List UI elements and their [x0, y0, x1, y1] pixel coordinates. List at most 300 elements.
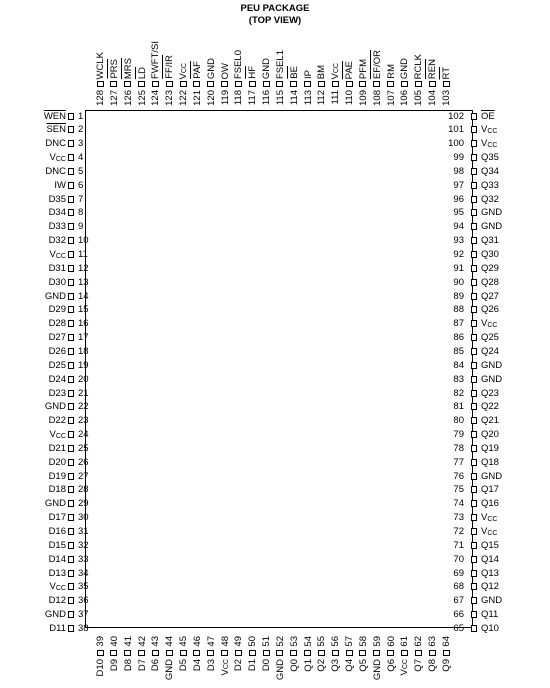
- bottom-pin-name: Q3: [330, 659, 342, 672]
- bottom-pin-number: 54: [302, 636, 314, 647]
- left-pin-number: 10: [78, 235, 89, 247]
- right-pin-lead: [471, 168, 477, 175]
- right-pin-lead: [471, 431, 477, 438]
- bottom-pin-number: 58: [357, 636, 369, 647]
- bottom-pin-name: D2: [233, 659, 245, 672]
- right-pin-lead: [471, 334, 477, 341]
- top-pin-lead: [207, 81, 214, 87]
- left-pin-name: GND: [44, 290, 66, 302]
- right-pin-name: Q16: [481, 498, 499, 510]
- top-pin-name: FF/IR: [164, 55, 176, 79]
- right-pin-name: Q29: [481, 262, 499, 274]
- bottom-pin-number: 61: [399, 636, 411, 647]
- bottom-pin-number: 63: [427, 636, 439, 647]
- top-pin-lead: [124, 81, 131, 87]
- bottom-pin-name: $V_{CC}$: [219, 659, 231, 676]
- left-pin-number: 11: [78, 249, 88, 260]
- right-pin-lead: [471, 473, 477, 480]
- top-pin-number: 127: [108, 90, 120, 106]
- right-pin-number: 86: [453, 332, 464, 344]
- left-pin-number: 1: [78, 110, 84, 122]
- bottom-pin-lead: [276, 650, 283, 656]
- top-pin-lead: [332, 81, 339, 87]
- left-pin-number: 3: [78, 138, 84, 150]
- bottom-pin-lead: [359, 650, 366, 656]
- left-pin-lead: [68, 237, 74, 244]
- top-pin-lead: [387, 81, 394, 87]
- bottom-pin-number: 55: [316, 636, 328, 647]
- left-pin-number: 20: [78, 373, 89, 385]
- right-pin-lead: [471, 445, 477, 452]
- left-pin-number: 19: [78, 359, 89, 371]
- top-pin-number: 114: [288, 90, 300, 106]
- bottom-pin-number: 62: [413, 636, 425, 647]
- left-pin-number: 5: [78, 165, 84, 177]
- left-pin-number: 37: [78, 609, 89, 621]
- left-pin-lead: [68, 306, 74, 313]
- left-pin-name: D34: [48, 207, 66, 219]
- bottom-pin-name: D5: [178, 659, 190, 672]
- top-pin-name: $V_{CC}$: [330, 62, 342, 79]
- right-pin-name: Q22: [481, 401, 499, 413]
- left-pin-name: D24: [48, 373, 66, 385]
- left-pin-lead: [68, 140, 74, 147]
- right-pin-lead: [471, 459, 477, 466]
- right-pin-number: 97: [453, 179, 464, 191]
- bottom-pin-lead: [304, 650, 311, 656]
- left-pin-lead: [68, 362, 74, 369]
- right-pin-number: 87: [453, 318, 464, 330]
- left-pin-name: DNC: [45, 165, 66, 177]
- left-pin-lead: [68, 597, 74, 604]
- package-outline: [85, 110, 473, 628]
- left-pin-number: 31: [78, 526, 89, 537]
- top-pin-lead: [443, 81, 450, 87]
- right-pin-number: 66: [453, 609, 464, 621]
- right-pin-name: Q32: [481, 193, 499, 205]
- top-pin-name: PFM: [357, 58, 369, 79]
- left-pin-name: D30: [48, 276, 66, 288]
- left-pin-lead: [68, 611, 74, 618]
- right-pin-lead: [471, 196, 477, 203]
- bottom-pin-lead: [97, 650, 104, 656]
- bottom-pin-name: D4: [191, 659, 203, 672]
- right-pin-name: $V_{CC}$: [481, 138, 498, 150]
- left-pin-name: $V_{CC}$: [49, 249, 66, 260]
- top-pin-number: 123: [164, 90, 176, 106]
- top-pin-name: WCLK: [95, 51, 106, 79]
- top-pin-lead: [401, 81, 408, 87]
- right-pin-number: 71: [453, 539, 464, 551]
- top-pin-lead: [346, 81, 353, 87]
- right-pin-number: 90: [453, 276, 464, 288]
- right-pin-number: 68: [453, 581, 464, 593]
- right-pin-lead: [471, 514, 477, 521]
- bottom-pin-lead: [249, 650, 256, 656]
- top-pin-lead: [359, 81, 366, 87]
- left-pin-lead: [68, 514, 74, 521]
- top-pin-number: 128: [95, 90, 106, 106]
- right-pin-name: Q13: [481, 567, 499, 579]
- left-pin-name: GND: [44, 498, 66, 510]
- bottom-pin-lead: [152, 650, 159, 656]
- bottom-pin-name: GND: [371, 659, 383, 681]
- left-pin-number: 23: [78, 415, 89, 427]
- right-pin-lead: [471, 293, 477, 300]
- right-pin-lead: [471, 403, 477, 410]
- left-pin-number: 6: [78, 179, 84, 191]
- left-pin-number: 9: [78, 221, 84, 233]
- bottom-pin-name: D7: [136, 659, 148, 672]
- bottom-pin-lead: [443, 650, 450, 656]
- left-pin-number: 33: [78, 553, 89, 565]
- right-pin-lead: [471, 556, 477, 563]
- right-pin-name: $V_{CC}$: [481, 318, 498, 330]
- right-pin-lead: [471, 279, 477, 286]
- right-pin-name: Q28: [481, 276, 499, 288]
- right-pin-name: Q17: [481, 484, 499, 496]
- right-pin-number: 101: [448, 124, 464, 136]
- left-pin-number: 35: [78, 581, 89, 593]
- right-pin-lead: [471, 126, 477, 133]
- right-pin-number: 83: [453, 373, 464, 385]
- left-pin-number: 17: [78, 332, 89, 344]
- top-pin-name: RM: [385, 64, 397, 79]
- right-pin-number: 98: [453, 165, 464, 177]
- left-pin-name: D17: [48, 512, 66, 524]
- bottom-pin-lead: [124, 650, 131, 656]
- left-pin-number: 29: [78, 498, 89, 510]
- left-pin-number: 2: [78, 124, 84, 136]
- top-pin-lead: [193, 81, 200, 87]
- left-pin-name: D20: [48, 456, 66, 468]
- bottom-pin-number: 57: [344, 636, 356, 647]
- bottom-pin-lead: [332, 650, 339, 656]
- top-pin-name: PRS: [108, 59, 120, 79]
- right-pin-name: GND: [481, 207, 503, 219]
- top-pin-name: IP: [302, 70, 314, 79]
- top-pin-number: 113: [302, 90, 314, 106]
- top-pin-lead: [263, 81, 270, 87]
- top-pin-name: $V_{CC}$: [178, 62, 190, 79]
- bottom-pin-name: D6: [150, 659, 162, 672]
- right-pin-lead: [471, 625, 477, 632]
- bottom-pin-lead: [235, 650, 242, 656]
- top-pin-lead: [97, 81, 104, 87]
- left-pin-number: 27: [78, 470, 89, 482]
- left-pin-lead: [68, 265, 74, 272]
- left-pin-name: GND: [44, 609, 66, 621]
- left-pin-number: 38: [78, 622, 89, 634]
- bottom-pin-number: 49: [233, 636, 245, 647]
- bottom-pin-name: D8: [122, 659, 134, 672]
- bottom-pin-number: 59: [371, 636, 383, 647]
- right-pin-name: Q34: [481, 165, 499, 177]
- right-pin-lead: [471, 154, 477, 161]
- bottom-pin-name: Q4: [344, 659, 356, 672]
- right-pin-name: Q19: [481, 442, 499, 454]
- right-pin-lead: [471, 113, 477, 120]
- right-pin-number: 80: [453, 415, 464, 427]
- right-pin-lead: [471, 570, 477, 577]
- right-pin-lead: [471, 583, 477, 590]
- bottom-pin-name: D9: [108, 659, 120, 672]
- left-pin-lead: [68, 348, 74, 355]
- left-pin-number: 13: [78, 276, 89, 288]
- right-pin-lead: [471, 306, 477, 313]
- left-pin-lead: [68, 251, 74, 258]
- bottom-pin-lead: [290, 650, 297, 656]
- left-pin-lead: [68, 334, 74, 341]
- bottom-pin-lead: [110, 650, 117, 656]
- top-pin-lead: [276, 81, 283, 87]
- top-pin-name: BE: [288, 66, 300, 79]
- bottom-pin-number: 40: [108, 636, 120, 647]
- bottom-pin-name: Q9: [441, 659, 452, 672]
- right-pin-name: $V_{CC}$: [481, 124, 498, 136]
- left-pin-name: D16: [48, 526, 66, 537]
- left-pin-lead: [68, 223, 74, 230]
- bottom-pin-lead: [193, 650, 200, 656]
- bottom-pin-name: D1: [247, 659, 259, 672]
- bottom-pin-name: Q7: [413, 659, 425, 672]
- top-pin-number: 112: [316, 90, 328, 106]
- top-pin-lead: [221, 81, 228, 87]
- left-pin-lead: [68, 625, 74, 632]
- right-pin-name: Q26: [481, 304, 499, 316]
- right-pin-number: 99: [453, 152, 464, 164]
- left-pin-lead: [68, 209, 74, 216]
- left-pin-number: 21: [78, 387, 89, 399]
- right-pin-number: 100: [448, 138, 464, 150]
- bottom-pin-lead: [387, 650, 394, 656]
- bottom-pin-number: 64: [441, 636, 452, 647]
- right-pin-name: Q21: [481, 415, 499, 427]
- right-pin-number: 67: [453, 595, 464, 607]
- left-pin-lead: [68, 182, 74, 189]
- right-pin-name: Q31: [481, 235, 499, 247]
- bottom-pin-name: GND: [274, 659, 286, 681]
- top-pin-name: FSEL1: [274, 49, 286, 79]
- top-pin-name: OW: [219, 62, 231, 79]
- top-pin-name: REN: [427, 58, 439, 79]
- left-pin-name: D13: [48, 567, 66, 579]
- left-pin-lead: [68, 570, 74, 577]
- left-pin-name: D18: [48, 484, 66, 496]
- right-pin-name: Q35: [481, 152, 499, 164]
- right-pin-number: 94: [453, 221, 464, 233]
- bottom-pin-number: 51: [261, 636, 273, 647]
- right-pin-number: 79: [453, 429, 464, 441]
- right-pin-lead: [471, 237, 477, 244]
- left-pin-lead: [68, 154, 74, 161]
- top-pin-lead: [318, 81, 325, 87]
- right-pin-number: 77: [453, 456, 464, 468]
- top-pin-number: 108: [371, 90, 383, 106]
- bottom-pin-lead: [373, 650, 380, 656]
- left-pin-lead: [68, 293, 74, 300]
- bottom-pin-lead: [346, 650, 353, 656]
- top-pin-lead: [138, 81, 145, 87]
- top-pin-number: 115: [274, 90, 286, 106]
- diagram-subtitle: (TOP VIEW): [248, 15, 302, 26]
- left-pin-lead: [68, 542, 74, 549]
- bottom-pin-number: 39: [95, 636, 106, 647]
- bottom-pin-lead: [180, 650, 187, 656]
- right-pin-name: GND: [481, 595, 503, 607]
- top-pin-number: 122: [178, 90, 190, 106]
- bottom-pin-lead: [221, 650, 228, 656]
- right-pin-lead: [471, 500, 477, 507]
- bottom-pin-lead: [263, 650, 270, 656]
- bottom-pin-lead: [166, 650, 173, 656]
- left-pin-name: D33: [48, 221, 66, 233]
- right-pin-lead: [471, 362, 477, 369]
- bottom-pin-number: 50: [247, 636, 259, 647]
- right-pin-number: 89: [453, 290, 464, 302]
- right-pin-lead: [471, 486, 477, 493]
- left-pin-name: $\overline{WEN}$: [43, 110, 66, 122]
- right-pin-name: Q33: [481, 179, 499, 191]
- left-pin-lead: [68, 486, 74, 493]
- left-pin-name: GND: [44, 401, 66, 413]
- left-pin-number: 22: [78, 401, 89, 413]
- left-pin-lead: [68, 126, 74, 133]
- bottom-pin-name: D0: [261, 659, 273, 672]
- bottom-pin-number: 47: [205, 636, 217, 647]
- left-pin-number: 36: [78, 595, 89, 607]
- right-pin-name: Q15: [481, 539, 499, 551]
- bottom-pin-number: 44: [164, 636, 176, 647]
- top-pin-lead: [429, 81, 436, 87]
- top-pin-name: BM: [316, 64, 328, 79]
- right-pin-number: 84: [453, 359, 464, 371]
- right-pin-number: 70: [453, 553, 464, 565]
- bottom-pin-lead: [138, 650, 145, 656]
- left-pin-name: IW: [54, 179, 66, 191]
- bottom-pin-lead: [415, 650, 422, 656]
- bottom-pin-name: Q6: [385, 659, 397, 672]
- left-pin-lead: [68, 417, 74, 424]
- left-pin-name: $V_{CC}$: [49, 429, 66, 441]
- left-pin-lead: [68, 500, 74, 507]
- top-pin-number: 111: [330, 90, 342, 105]
- bottom-pin-number: 41: [122, 636, 134, 647]
- right-pin-lead: [471, 265, 477, 272]
- right-pin-lead: [471, 417, 477, 424]
- left-pin-name: $V_{CC}$: [49, 152, 66, 164]
- left-pin-lead: [68, 556, 74, 563]
- left-pin-lead: [68, 473, 74, 480]
- left-pin-number: 12: [78, 262, 89, 274]
- bottom-pin-number: 60: [385, 636, 397, 647]
- top-pin-name: GND: [399, 57, 411, 79]
- top-pin-lead: [110, 81, 117, 87]
- right-pin-name: Q24: [481, 345, 499, 357]
- top-pin-number: 109: [357, 90, 369, 106]
- right-pin-name: Q12: [481, 581, 499, 593]
- bottom-pin-name: D10: [95, 659, 106, 677]
- left-pin-lead: [68, 376, 74, 383]
- left-pin-number: 7: [78, 193, 84, 205]
- right-pin-name: Q10: [481, 622, 499, 634]
- top-pin-number: 110: [344, 90, 356, 106]
- right-pin-lead: [471, 348, 477, 355]
- right-pin-number: 75: [453, 484, 464, 496]
- bottom-pin-name: Q8: [427, 659, 439, 672]
- left-pin-name: $\overline{SEN}$: [46, 124, 66, 136]
- right-pin-number: 88: [453, 304, 464, 316]
- top-pin-number: 106: [399, 90, 411, 106]
- top-pin-name: RCLK: [413, 53, 425, 79]
- left-pin-name: DNC: [45, 138, 66, 150]
- left-pin-name: D23: [48, 387, 66, 399]
- left-pin-name: D35: [48, 193, 66, 205]
- bottom-pin-lead: [318, 650, 325, 656]
- left-pin-number: 25: [78, 442, 89, 454]
- bottom-pin-number: 45: [178, 636, 190, 647]
- left-pin-name: $V_{CC}$: [49, 581, 66, 593]
- right-pin-number: 65: [453, 622, 464, 634]
- bottom-pin-number: 53: [288, 636, 300, 647]
- right-pin-name: Q18: [481, 456, 499, 468]
- left-pin-number: 26: [78, 456, 89, 468]
- left-pin-lead: [68, 390, 74, 397]
- top-pin-number: 126: [122, 90, 134, 106]
- left-pin-number: 16: [78, 318, 89, 330]
- top-pin-lead: [290, 81, 297, 87]
- right-pin-number: 73: [453, 512, 464, 524]
- right-pin-lead: [471, 542, 477, 549]
- right-pin-name: Q14: [481, 553, 499, 565]
- top-pin-number: 103: [441, 90, 452, 106]
- right-pin-number: 93: [453, 235, 464, 247]
- bottom-pin-number: 43: [150, 636, 162, 647]
- top-pin-number: 121: [191, 90, 203, 106]
- right-pin-lead: [471, 390, 477, 397]
- right-pin-name: Q25: [481, 332, 499, 344]
- right-pin-number: 76: [453, 470, 464, 482]
- right-pin-name: Q23: [481, 387, 499, 399]
- top-pin-name: LD: [136, 66, 148, 79]
- left-pin-lead: [68, 445, 74, 452]
- right-pin-lead: [471, 251, 477, 258]
- bottom-pin-name: Q0: [288, 659, 300, 672]
- top-pin-lead: [249, 81, 256, 87]
- left-pin-lead: [68, 431, 74, 438]
- top-pin-number: 105: [413, 90, 425, 106]
- left-pin-number: 34: [78, 567, 89, 579]
- right-pin-name: $V_{CC}$: [481, 526, 498, 537]
- right-pin-lead: [471, 140, 477, 147]
- top-pin-lead: [235, 81, 242, 87]
- left-pin-name: D14: [48, 553, 66, 565]
- top-pin-number: 104: [427, 90, 439, 106]
- bottom-pin-number: 46: [191, 636, 203, 647]
- top-pin-lead: [304, 81, 311, 87]
- right-pin-lead: [471, 597, 477, 604]
- right-pin-name: $\overline{OE}$: [481, 110, 495, 122]
- top-pin-lead: [373, 81, 380, 87]
- diagram-title: PEU PACKAGE: [240, 3, 310, 14]
- top-pin-number: 119: [219, 90, 231, 106]
- left-pin-number: 4: [78, 152, 84, 164]
- right-pin-name: Q30: [481, 249, 499, 260]
- left-pin-name: D11: [49, 622, 66, 634]
- bottom-pin-lead: [207, 650, 214, 656]
- left-pin-number: 15: [78, 304, 89, 316]
- left-pin-number: 14: [78, 290, 89, 302]
